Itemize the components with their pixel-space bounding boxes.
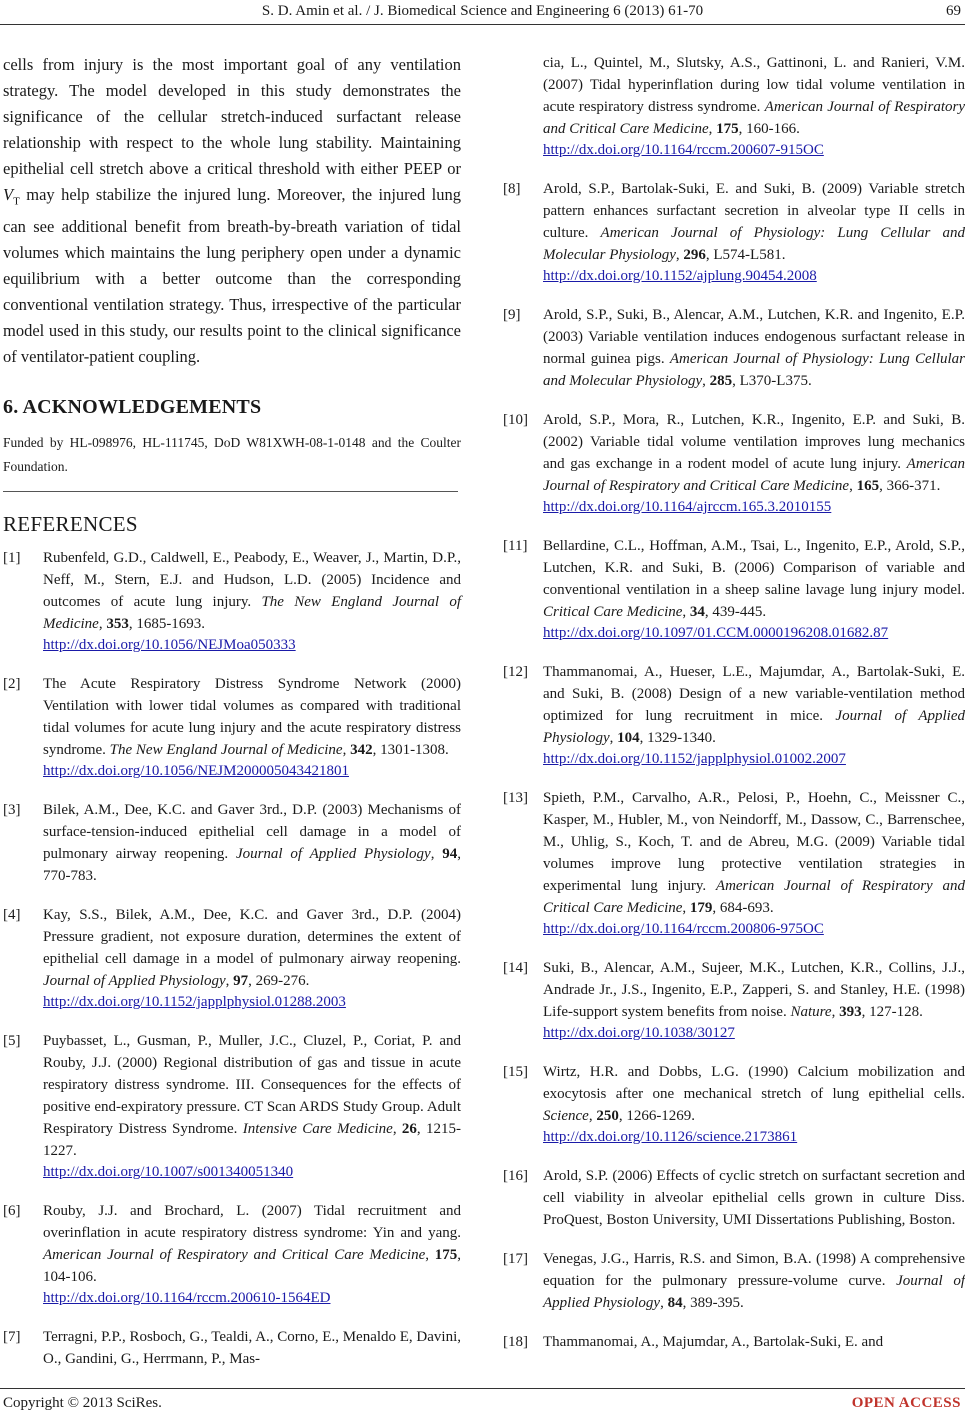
reference-item — [3, 1200, 461, 1309]
reference-pages: , 684-693. — [712, 900, 774, 916]
reference-authors-title: Wirtz, H.R. and Dobbs, L.G. (1990) Calcium mobilization and exocytosis after one mechanical stretch of lung epithelial cells. — [543, 1064, 965, 1102]
acknowledgements-text: Funded by HL-098976, HL-111745, DoD W81XWH-08-1-0148 and the Coulter Foundation. — [3, 435, 461, 475]
reference-number: [9] — [503, 307, 521, 323]
reference-pages: , 1685-1693. — [128, 616, 206, 633]
reference-authors-title: Arold, S.P., Mora, R., Lutchen, K.R., Ingenito, E.P. and Suki, B. (2002) Variable tidal volume ventilation improves lung mechanics and gas exchange in a rodent model of acute lung injury. — [543, 412, 965, 472]
reference-item — [503, 535, 965, 644]
reference-item — [503, 1165, 965, 1231]
page-header — [0, 0, 965, 22]
reference-number: [16] — [503, 1168, 528, 1184]
open-access-label: OPEN ACCESS — [851, 1395, 961, 1411]
reference-item — [503, 661, 965, 770]
reference-volume: 104 — [617, 730, 640, 746]
reference-number: [15] — [503, 1064, 528, 1080]
reference-authors-title: Bilek, A.M., Dee, K.C. and Gaver 3rd., D.P. (2003) Mechanisms of surface-tension-induced epithelial cell damage in a model of pulmonary airway reopening. — [43, 802, 461, 863]
reference-authors-title: Venegas, J.G., Harris, R.S. and Simon, B.A. (1998) A comprehensive equation for the pulmonary pressure-volume curve. — [543, 1251, 965, 1289]
right-column — [503, 52, 965, 1370]
reference-pages: , 127-128. — [861, 1004, 923, 1020]
reference-volume: 84 — [667, 1295, 683, 1311]
reference-doi-link[interactable]: http://dx.doi.org/10.1152/japplphysiol.01288.2003 — [43, 994, 346, 1011]
reference-text — [43, 1326, 461, 1370]
reference-pages: , 366-371. — [879, 478, 941, 494]
acknowledgements-heading: 6. ACKNOWLEDGEMENTS — [3, 396, 262, 419]
reference-authors-title: Suki, B., Alencar, A.M., Sujeer, M.K., Lutchen, K.R., Collins, J.J., Andrade Jr., J.S., Ingenito, E.P., Zapperi, S. and Stanley, H.E. (1998) Life-support system benefits from noise. — [543, 960, 965, 1020]
reference-doi-link[interactable]: http://dx.doi.org/10.1056/NEJM200005043421801 — [43, 763, 349, 780]
reference-journal: American Journal of Physiology: Lung Cellular and Molecular Physiology — [543, 225, 965, 263]
reference-list-left — [3, 547, 461, 1370]
reference-journal: Nature — [790, 1004, 832, 1020]
reference-number: [10] — [503, 412, 528, 428]
reference-item — [3, 1030, 461, 1183]
reference-text: Venegas, J.G., Harris, R.S. and Simon, B.A. (1998) A comprehensive equation for the pulmonary pressure-volume curve. Journal of Applied Physiology, 84, 389-395. — [543, 1251, 965, 1311]
reference-text: Arold, S.P., Bartolak-Suki, E. and Suki, B. (2009) Variable stretch pattern enhances surfactant secretion in alveolar type II cells in culture. American Journal of Physiology: Lung Cellular and Molecular Physiology, 296, L574-L581. http://dx.doi.org/10.1152/ajplung.90454.2008 — [543, 178, 965, 287]
reference-text: Arold, S.P., Suki, B., Alencar, A.M., Lutchen, K.R. and Ingenito, E.P. (2003) Variable ventilation induces endogenous surfactant release in normal guinea pigs. American Journal of Physiology: Lung Cellular and Molecular Physiology, 285, L370-L375. — [543, 307, 965, 389]
reference-doi-link[interactable]: http://dx.doi.org/10.1164/rccm.200806-975OC — [543, 921, 824, 937]
reference-journal: American Journal of Respiratory and Critical Care Medicine — [543, 878, 965, 916]
reference-item — [3, 904, 461, 1013]
reference-text: Wirtz, H.R. and Dobbs, L.G. (1990) Calcium mobilization and exocytosis after one mechanical stretch of lung epithelial cells. Science, 250, 1266-1269. http://dx.doi.org/10.1126/science.2173861 — [543, 1061, 965, 1148]
paragraph-part-a: cells from injury is the most important goal of any ventilation strategy. The model developed in this study demonstrates the significance of the cellular stretch-induced surfactant release relationship with respect to the whole lung stability. Maintaining epithelial cell stretch above a critical threshold with either PEEP or — [3, 55, 461, 178]
reference-item — [3, 673, 461, 782]
reference-item — [3, 1326, 461, 1370]
page-number: 69 — [946, 3, 961, 19]
reference-volume: 393 — [839, 1004, 862, 1020]
reference-doi-link[interactable]: http://dx.doi.org/10.1164/rccm.200607-915OC — [543, 142, 824, 158]
reference-item — [503, 1331, 965, 1353]
reference-volume: 296 — [683, 247, 706, 263]
reference-journal: Journal of Applied Physiology — [543, 708, 965, 746]
reference-item — [503, 1061, 965, 1148]
reference-volume: 26 — [401, 1121, 417, 1138]
reference-pages: , 1329-1340. — [639, 730, 716, 746]
reference-number: [6] — [3, 1203, 21, 1220]
reference-doi-link[interactable]: http://dx.doi.org/10.1038/30127 — [543, 1025, 735, 1041]
reference-text: Bellardine, C.L., Hoffman, A.M., Tsai, L., Ingenito, E.P., Arold, S.P., Lutchen, K.R. and Suki, B. (2006) Comparison of variable and conventional ventilation in a sheep saline lavage lung injury model. Critical Care Medicine, 34, 439-445. http://dx.doi.org/10.1097/01.CCM.0000196208.01682.87 — [543, 535, 965, 644]
reference-volume: 342 — [350, 742, 373, 759]
reference-journal: American Journal of Respiratory and Critical Care Medicine — [543, 456, 965, 494]
reference-authors-title: Rubenfeld, G.D., Caldwell, E., Peabody, E., Weaver, J., Martin, D.P., Neff, M., Stern, E.J. and Hudson, L.D. (2005) Incidence and outcomes of acute lung injury. — [43, 550, 461, 611]
reference-journal: American Journal of Physiology: Lung Cellular and Molecular Physiology — [543, 351, 965, 389]
reference-text: Spieth, P.M., Carvalho, A.R., Pelosi, P., Hoehn, C., Meissner C., Kasper, M., Hubler, M., von Neindorff, M., Dassow, C., Barrenschee, M., Uhlig, S., Koch, T. and de Abreu, M.G. (2009) Variable tidal volumes improve lung protective ventilation strategies in experimental lung injury. American Journal of Respiratory and Critical Care Medicine, 179, 684-693. http://dx.doi.org/10.1164/rccm.200806-975OC — [543, 787, 965, 940]
reference-text — [543, 1331, 965, 1353]
reference-number: [12] — [503, 664, 528, 680]
left-column — [3, 52, 461, 1387]
reference-authors-title: Arold, S.P., Suki, B., Alencar, A.M., Lutchen, K.R. and Ingenito, E.P. (2003) Variable ventilation induces endogenous surfactant release in normal guinea pigs. — [543, 307, 965, 367]
reference-number: [7] — [3, 1329, 21, 1346]
reference-volume: 94 — [442, 846, 458, 863]
reference-authors-title: Bellardine, C.L., Hoffman, A.M., Tsai, L., Ingenito, E.P., Arold, S.P., Lutchen, K.R. and Suki, B. (2006) Comparison of variable and conventional ventilation in a sheep saline lavage lung injury model. — [543, 538, 965, 598]
section-divider — [3, 491, 458, 492]
copyright-notice: Copyright © 2013 SciRes. — [3, 1395, 162, 1411]
reference-volume: 34 — [689, 604, 705, 620]
reference-volume: 285 — [709, 373, 733, 389]
reference-doi-link[interactable]: http://dx.doi.org/10.1097/01.CCM.0000196208.01682.87 — [543, 625, 889, 641]
running-title: S. D. Amin et al. / J. Biomedical Science and Engineering 6 (2013) 61-70 — [261, 3, 704, 19]
reference-text: Arold, S.P., Mora, R., Lutchen, K.R., Ingenito, E.P. and Suki, B. (2002) Variable tidal volume ventilation improves lung mechanics and gas exchange in a rodent model of acute lung injury. American Journal of Respiratory and Critical Care Medicine, 165, 366-371. http://dx.doi.org/10.1164/ajrccm.165.3.2010155 — [543, 409, 965, 518]
reference-doi-link[interactable]: http://dx.doi.org/10.1164/ajrccm.165.3.2010155 — [543, 499, 832, 515]
reference-pages: , 160-166. — [738, 121, 800, 137]
reference-text: Kay, S.S., Bilek, A.M., Dee, K.C. and Gaver 3rd., D.P. (2004) Pressure gradient, not exposure duration, determines the extent of epithelial cell damage in a model of pulmonary airway reopening. Journal of Applied Physiology, 97, 269-276. http://dx.doi.org/10.1152/japplphysiol.01288.2003 — [43, 904, 461, 1013]
reference-text: The Acute Respiratory Distress Syndrome Network (2000) Ventilation with lower tidal volumes as compared with traditional tidal volumes for acute lung injury and the acute respiratory distress syndrome. The New England Journal of Medicine, 342, 1301-1308. http://dx.doi.org/10.1056/NEJM200005043421801 — [43, 673, 461, 782]
reference-number: [13] — [503, 790, 528, 806]
reference-text: Puybasset, L., Gusman, P., Muller, J.C., Cluzel, P., Coriat, P. and Rouby, J.J. (2000) Regional distribution of gas and tissue in acute respiratory distress syndrome. III. Consequences for the effects of positive end-expiratory pressure. CT Scan ARDS Study Group. Adult Respiratory Distress Syndrome. Intensive Care Medicine, 26, 1215-1227. http://dx.doi.org/10.1007/s001340051340 — [43, 1030, 461, 1183]
reference-text — [543, 1165, 965, 1231]
reference-pages: , L370-L375. — [732, 373, 812, 389]
vt-symbol: V — [3, 185, 14, 204]
discussion-paragraph — [3, 52, 461, 370]
reference-authors-title: Terragni, P.P., Rosboch, G., Tealdi, A., Corno, E., Menaldo E, Davini, O., Gandini, G., Herrmann, P., Mas- — [43, 1329, 462, 1368]
references-heading: REFERENCES — [3, 512, 138, 537]
reference-number: [17] — [503, 1251, 528, 1267]
reference-volume: 353 — [106, 616, 129, 633]
reference-doi-link[interactable]: http://dx.doi.org/10.1126/science.2173861 — [543, 1129, 798, 1145]
reference-item — [503, 957, 965, 1044]
reference-volume: 175 — [434, 1247, 458, 1264]
reference-doi-link[interactable]: http://dx.doi.org/10.1007/s001340051340 — [43, 1164, 294, 1181]
reference-number: [18] — [503, 1334, 528, 1350]
reference-number: [2] — [3, 676, 21, 693]
reference-authors-title: The Acute Respiratory Distress Syndrome Network (2000) Ventilation with lower tidal volumes as compared with traditional tidal volumes for acute lung injury and the acute respiratory distress syndrome. — [43, 676, 461, 759]
page-footer — [0, 1392, 965, 1414]
reference-pages: , 269-276. — [248, 973, 310, 990]
header-rule — [0, 24, 965, 25]
reference-pages: , 1266-1269. — [618, 1108, 696, 1124]
reference-pages: , 389-395. — [682, 1295, 744, 1311]
reference-text: Thammanomai, A., Hueser, L.E., Majumdar, A., Bartolak-Suki, E. and Suki, B. (2008) Design of a new variable-ventilation method optimized for lung recruitment in mice. Journal of Applied Physiology, 104, 1329-1340. http://dx.doi.org/10.1152/japplphysiol.01002.2007 — [543, 661, 965, 770]
reference-authors-title: cia, L., Quintel, M., Slutsky, A.S., Gattinoni, L. and Ranieri, V.M. (2007) Tidal hyperinflation during low tidal volume ventilation in acute respiratory distress syndrome. — [543, 55, 965, 115]
paragraph-part-b: may help stabilize the injured lung. Moreover, the injured lung can see additional benefit from breath-by-breath variation of tidal volumes which maintains the lung periphery open under a dynamic equilibrium with a better outcome than the corresponding conventional ventilation strategy. Thus, irrespective of the particular model used in this study, our results point to the clinical significance of ventilator-patient coupling. — [3, 185, 461, 367]
reference-item — [3, 547, 461, 656]
reference-volume: 175 — [716, 121, 739, 137]
reference-number: [8] — [503, 181, 521, 197]
reference-authors-title: Thammanomai, A., Hueser, L.E., Majumdar, A., Bartolak-Suki, E. and Suki, B. (2008) Design of a new variable-ventilation method optimized for lung recruitment in mice. — [543, 664, 965, 724]
reference-number: [5] — [3, 1033, 21, 1050]
reference-text: Rubenfeld, G.D., Caldwell, E., Peabody, E., Weaver, J., Martin, D.P., Neff, M., Stern, E.J. and Hudson, L.D. (2005) Incidence and outcomes of acute lung injury. The New England Journal of Medicine, 353, 1685-1693. http://dx.doi.org/10.1056/NEJMoa050333 — [43, 547, 461, 656]
reference-text: Bilek, A.M., Dee, K.C. and Gaver 3rd., D.P. (2003) Mechanisms of surface-tension-induced epithelial cell damage in a model of pulmonary airway reopening. Journal of Applied Physiology, 94, 770-783. — [43, 802, 462, 885]
reference-list-right — [503, 178, 965, 1353]
reference-doi-link[interactable]: http://dx.doi.org/10.1056/NEJMoa050333 — [43, 637, 296, 654]
reference-journal: Critical Care Medicine — [543, 604, 683, 620]
reference-text: cia, L., Quintel, M., Slutsky, A.S., Gattinoni, L. and Ranieri, V.M. (2007) Tidal hyperinflation during low tidal volume ventilation in acute respiratory distress syndrome. American Journal of Respiratory and Critical Care Medicine, 175, 160-166. http://dx.doi.org/10.1164/rccm.200607-915OC — [543, 52, 965, 161]
reference-authors-title: Thammanomai, A., Majumdar, A., Bartolak-Suki, E. and — [543, 1334, 884, 1350]
reference-doi-link[interactable]: http://dx.doi.org/10.1152/ajplung.90454.2008 — [543, 268, 817, 284]
vt-subscript: T — [13, 195, 20, 208]
reference-number: [11] — [503, 538, 528, 554]
reference-journal: Journal of Applied Physiology — [543, 1273, 965, 1311]
reference-text: Rouby, J.J. and Brochard, L. (2007) Tidal recruitment and overinflation in acute respiratory distress syndrome: Yin and yang. American Journal of Respiratory and Critical Care Medicine, 175, 104-106. http://dx.doi.org/10.1164/rccm.200610-1564ED — [43, 1200, 461, 1309]
reference-pages: , 1301-1308. — [372, 742, 449, 759]
reference-number: [14] — [503, 960, 528, 976]
reference-pages: , 104-106. — [43, 1247, 461, 1286]
reference-item — [503, 304, 965, 392]
reference-journal: The New England Journal of Medicine — [43, 594, 461, 633]
reference-authors-title: Puybasset, L., Gusman, P., Muller, J.C., Cluzel, P., Coriat, P. and Rouby, J.J. (2000) Regional distribution of gas and tissue in acute respiratory distress syndrome. III. Consequences for the effects of positive end-expiratory pressure. CT Scan ARDS Study Group. Adult Respiratory Distress Syndrome. — [43, 1033, 461, 1138]
reference-authors-title: Kay, S.S., Bilek, A.M., Dee, K.C. and Gaver 3rd., D.P. (2004) Pressure gradient, not exposure duration, determines the extent of epithelial cell damage in a model of pulmonary airway reopening. — [43, 907, 461, 968]
reference-journal: Science — [543, 1108, 589, 1124]
reference-number: [3] — [3, 802, 21, 819]
reference-item — [503, 787, 965, 940]
reference-doi-link[interactable]: http://dx.doi.org/10.1164/rccm.200610-1564ED — [43, 1290, 331, 1307]
reference-text: Suki, B., Alencar, A.M., Sujeer, M.K., Lutchen, K.R., Collins, J.J., Andrade Jr., J.S., Ingenito, E.P., Zapperi, S. and Stanley, H.E. (1998) Life-support system benefits from noise. Nature, 393, 127-128. http://dx.doi.org/10.1038/30127 — [543, 957, 965, 1044]
reference-volume: 165 — [856, 478, 880, 494]
reference-volume: 179 — [689, 900, 713, 916]
footer-rule — [0, 1388, 965, 1389]
reference-volume: 97 — [233, 973, 249, 990]
reference-journal: American Journal of Respiratory and Critical Care Medicine — [43, 1247, 426, 1264]
reference-journal: Journal of Applied Physiology — [235, 846, 431, 863]
reference-authors-title: Arold, S.P., Bartolak-Suki, E. and Suki, B. (2009) Variable stretch pattern enhances surfactant secretion in alveolar type II cells in culture. — [543, 181, 965, 241]
reference-journal: Journal of Applied Physiology — [43, 973, 226, 990]
reference-pages: , 439-445. — [704, 604, 767, 620]
reference-pages: , 770-783. — [43, 846, 462, 885]
reference-number: [4] — [3, 907, 21, 924]
reference-item — [503, 178, 965, 287]
reference-pages: , L574-L581. — [705, 247, 786, 263]
reference-item — [503, 409, 965, 518]
reference-journal: American Journal of Respiratory and Critical Care Medicine — [543, 99, 965, 137]
reference-item — [503, 1248, 965, 1314]
reference-doi-link[interactable]: http://dx.doi.org/10.1152/japplphysiol.01002.2007 — [543, 751, 846, 767]
reference-journal: Intensive Care Medicine — [242, 1121, 393, 1138]
reference-authors-title: Arold, S.P. (2006) Effects of cyclic stretch on surfactant secretion and cell viability in alveolar epithelial cells grown in culture Diss. ProQuest, Boston University, UMI Dissertations Publishing, Boston. — [543, 1168, 965, 1228]
reference-authors-title: Spieth, P.M., Carvalho, A.R., Pelosi, P., Hoehn, C., Meissner C., Kasper, M., Hubler, M., von Neindorff, M., Dassow, C., Barrenschee, M., Uhlig, S., Koch, T. and de Abreu, M.G. (2009) Variable tidal volumes improve lung protective ventilation strategies in experimental lung injury. — [543, 790, 965, 894]
reference-authors-title: Rouby, J.J. and Brochard, L. (2007) Tidal recruitment and overinflation in acute respiratory distress syndrome: Yin and yang. — [43, 1203, 461, 1242]
reference-item — [3, 799, 461, 887]
reference-number: [1] — [3, 550, 21, 567]
reference-continuation — [503, 52, 965, 161]
reference-pages: , 1215-1227. — [43, 1121, 462, 1160]
reference-journal: The New England Journal of Medicine — [109, 742, 343, 759]
reference-volume: 250 — [596, 1108, 619, 1124]
